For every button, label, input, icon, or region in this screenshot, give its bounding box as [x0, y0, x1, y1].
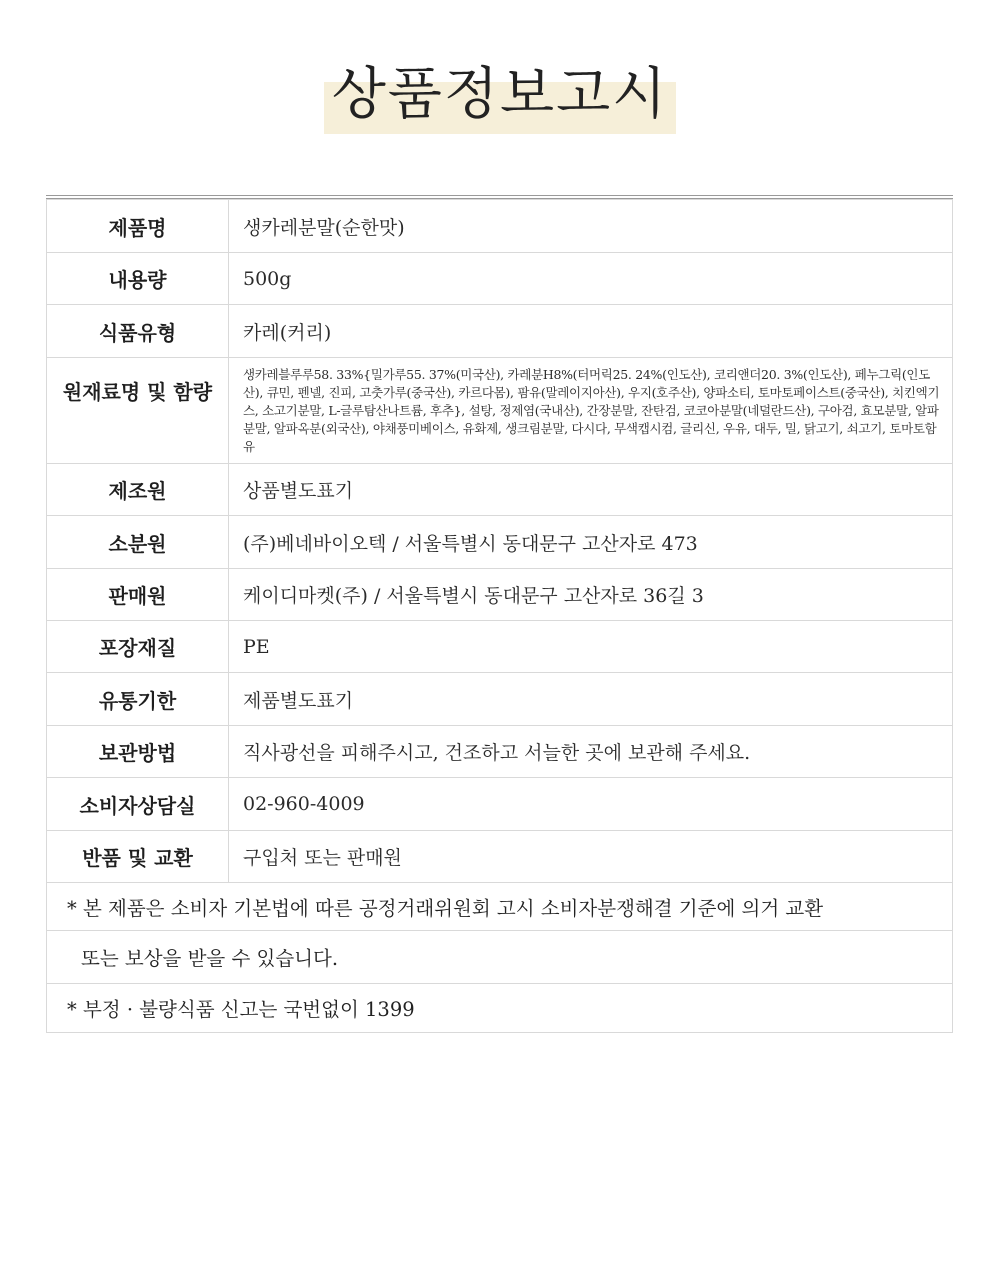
value-seller: 케이디마켓(주) / 서울특별시 동대문구 고산자로 36길 3: [229, 569, 953, 621]
label-packaging: 포장재질: [47, 621, 229, 673]
row-note-exchange-2: [47, 931, 953, 984]
label-ingredients: 원재료명 및 함량: [47, 358, 229, 464]
label-product-name: 제품명: [47, 200, 229, 253]
label-volume: 내용량: [47, 253, 229, 305]
row-consumer-center: [47, 778, 953, 831]
value-packaging: PE: [229, 621, 953, 673]
row-storage: [47, 726, 953, 778]
value-return-exchange: 구입처 또는 판매원: [229, 831, 953, 883]
value-ingredients: 생카레블루루58. 33%{밀가루55. 37%(미국산), 카레분H8%(터머릭25. 24%(인도산), 코리앤더20. 3%(인도산), 페누그릭(인도산), 큐민, 펜넬, 진피, 고춧가루(중국산), 카르다몸), 팜유(말레이지아산), 우지(호주산), 양파소티, 토마토페이스트(중국산), 치킨엑기스, 소고기분말, L-글루탐산나트륨, 후추}, 설탕, 정제염(국내산), 간장분말, 잔탄검, 코코아분말(네덜란드산), 구아검, 효모분말, 알파분말, 알파옥분(외국산), 야채풍미베이스, 유화제, 생크림분말, 다시다, 무색캡시컴, 글리신, 우유, 대두, 밀, 닭고기, 쇠고기, 토마토함유: [229, 358, 953, 464]
label-food-type: 식품유형: [47, 305, 229, 358]
row-food-type: [47, 305, 953, 358]
value-food-type: 카레(커리): [229, 305, 953, 358]
row-seller: [47, 569, 953, 621]
label-expiry: 유통기한: [47, 673, 229, 726]
row-product-name: [47, 200, 953, 253]
value-volume: 500g: [229, 253, 953, 305]
value-product-name: 생카레분말(순한맛): [229, 200, 953, 253]
value-repacker: (주)베네바이오텍 / 서울특별시 동대문구 고산자로 473: [229, 516, 953, 569]
note-exchange-line2: 또는 보상을 받을 수 있습니다.: [47, 931, 953, 984]
value-storage: 직사광선을 피해주시고, 건조하고 서늘한 곳에 보관해 주세요.: [229, 726, 953, 778]
label-return-exchange: 반품 및 교환: [47, 831, 229, 883]
product-info-table-wrap: [46, 195, 953, 1033]
row-packaging: [47, 621, 953, 673]
label-manufacturer: 제조원: [47, 464, 229, 516]
row-note-report: [47, 984, 953, 1033]
row-repacker: [47, 516, 953, 569]
row-return-exchange: [47, 831, 953, 883]
row-ingredients: [47, 358, 953, 464]
row-expiry: [47, 673, 953, 726]
page-title: 상품정보고시: [331, 62, 669, 127]
product-info-table: [46, 199, 953, 1033]
row-manufacturer: [47, 464, 953, 516]
value-consumer-center: 02-960-4009: [229, 778, 953, 831]
note-report: * 부정 · 불량식품 신고는 국번없이 1399: [47, 984, 953, 1033]
label-consumer-center: 소비자상담실: [47, 778, 229, 831]
value-expiry: 제품별도표기: [229, 673, 953, 726]
label-seller: 판매원: [47, 569, 229, 621]
label-storage: 보관방법: [47, 726, 229, 778]
row-volume: [47, 253, 953, 305]
label-repacker: 소분원: [47, 516, 229, 569]
row-note-exchange-1: [47, 883, 953, 931]
title-box: [324, 60, 677, 130]
title-area: [0, 60, 1000, 130]
value-manufacturer: 상품별도표기: [229, 464, 953, 516]
note-exchange-line1: * 본 제품은 소비자 기본법에 따른 공정거래위원회 고시 소비자분쟁해결 기준에 의거 교환: [47, 883, 953, 931]
